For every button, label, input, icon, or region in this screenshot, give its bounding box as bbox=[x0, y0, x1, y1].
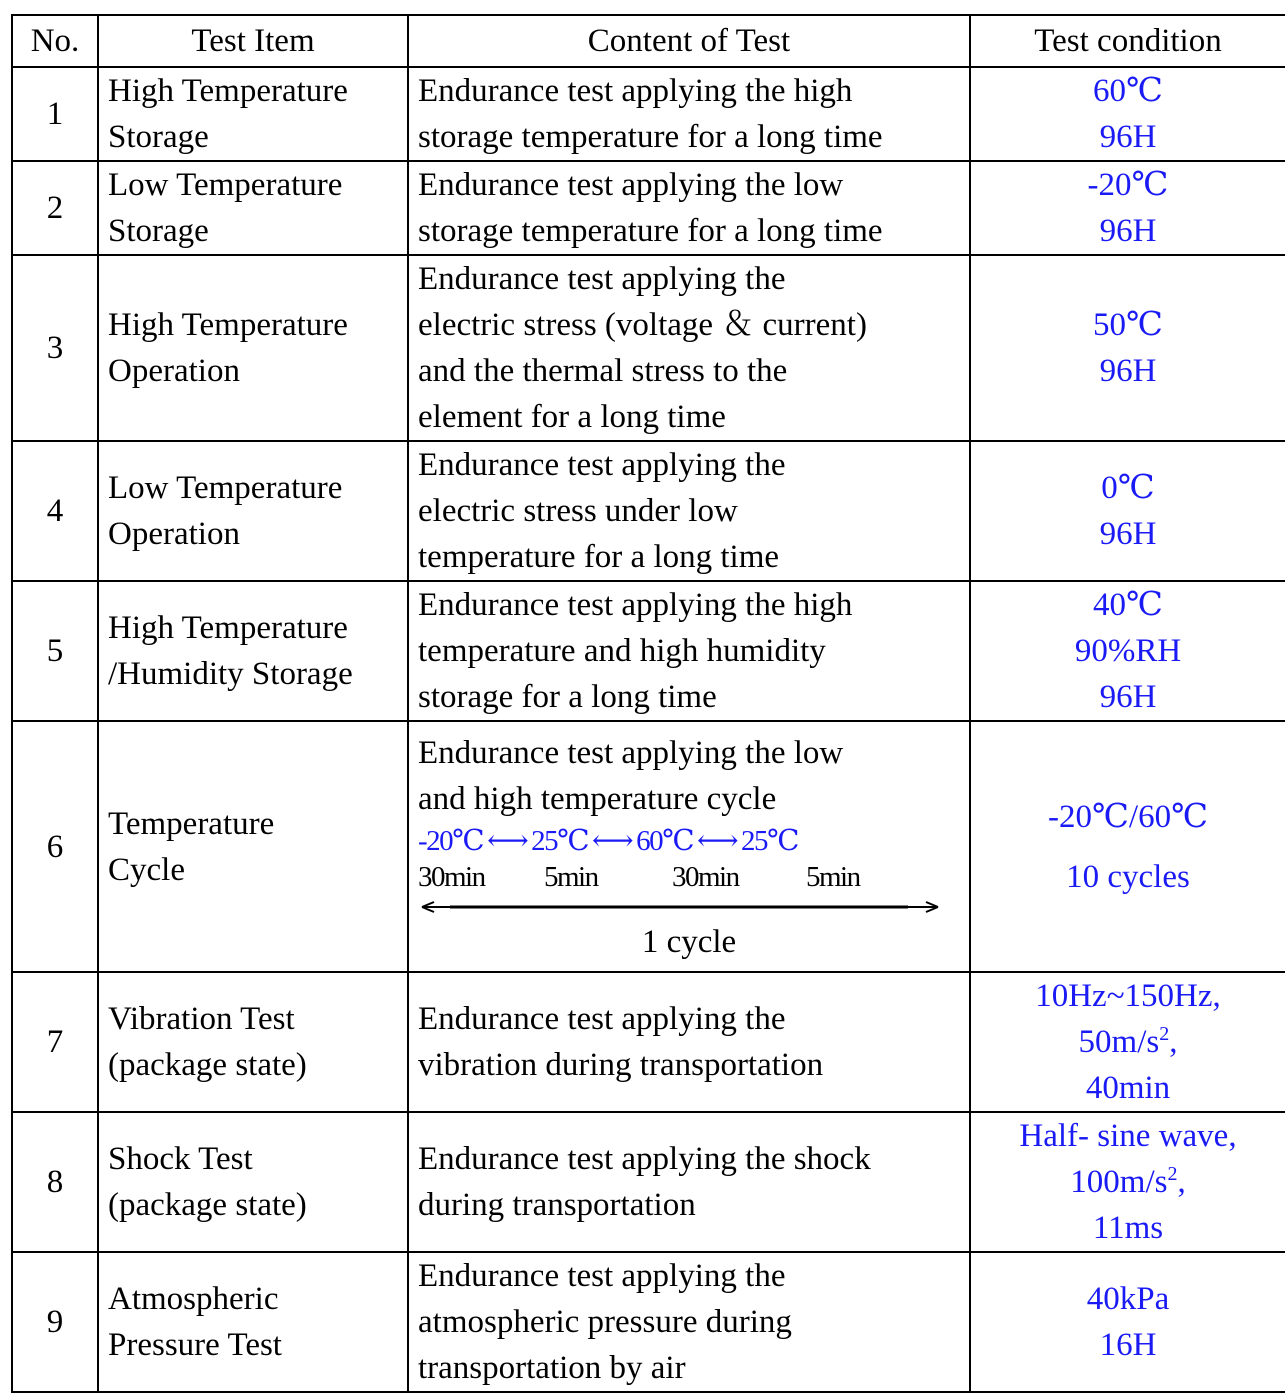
condition-line: 10 cycles bbox=[1066, 858, 1190, 895]
content-line: Endurance test applying the low bbox=[418, 167, 844, 203]
cycle-duration: 5min bbox=[544, 860, 598, 893]
content-line: temperature for a long time bbox=[418, 539, 780, 575]
condition-line: 60℃ bbox=[1093, 73, 1163, 109]
test-condition bbox=[970, 255, 1285, 441]
test-condition bbox=[970, 67, 1285, 161]
content-line: Endurance test applying the high bbox=[418, 587, 853, 623]
test-item-line: Atmospheric bbox=[108, 1281, 279, 1317]
content-line: electric stress under low bbox=[418, 493, 738, 529]
table-row bbox=[12, 721, 1285, 972]
test-item bbox=[98, 255, 408, 441]
content-line: Endurance test applying the bbox=[418, 261, 786, 297]
test-item bbox=[98, 441, 408, 581]
test-item-line: (package state) bbox=[108, 1187, 307, 1223]
header-no: No. bbox=[12, 15, 98, 67]
test-item bbox=[98, 161, 408, 255]
table-row bbox=[12, 67, 1285, 161]
cycle-label: 1 cycle bbox=[641, 923, 737, 960]
double-arrow-icon: ⟷ bbox=[696, 824, 738, 857]
test-item-line: High Temperature bbox=[108, 610, 348, 646]
test-item-line: Low Temperature bbox=[108, 167, 343, 203]
table-row bbox=[12, 1252, 1285, 1392]
condition-line: 0℃ bbox=[1101, 470, 1155, 506]
test-item-line: Low Temperature bbox=[108, 470, 343, 506]
test-item-line: Temperature bbox=[108, 805, 275, 842]
cycle-temp: 25℃ bbox=[741, 824, 798, 857]
test-item bbox=[98, 1252, 408, 1392]
content-line: Endurance test applying the high bbox=[418, 73, 853, 109]
test-item-line: Pressure Test bbox=[108, 1327, 282, 1363]
test-item bbox=[98, 67, 408, 161]
condition-line: 96H bbox=[1099, 516, 1157, 552]
condition-value: 100m/s bbox=[1070, 1164, 1168, 1200]
table-row bbox=[12, 972, 1285, 1112]
test-item-line: Cycle bbox=[108, 851, 185, 888]
row-number: 5 bbox=[12, 581, 98, 721]
cycle-durations bbox=[418, 860, 960, 894]
test-item-line: Operation bbox=[108, 516, 240, 552]
content-line: element for a long time bbox=[418, 399, 726, 435]
double-arrow-icon: ⟷ bbox=[592, 824, 633, 857]
test-item-line: Operation bbox=[108, 353, 240, 389]
test-condition bbox=[970, 721, 1285, 972]
test-content bbox=[408, 67, 970, 161]
test-condition bbox=[970, 1252, 1285, 1392]
content-line: vibration during transportation bbox=[418, 1047, 824, 1083]
test-item bbox=[98, 581, 408, 721]
condition-line: -20℃ bbox=[1087, 167, 1169, 203]
test-item-line: High Temperature bbox=[108, 307, 348, 343]
condition-line: 11ms bbox=[1092, 1210, 1164, 1246]
test-item-line: High Temperature bbox=[108, 73, 348, 109]
condition-line: $100m/s^2$, bbox=[1070, 1163, 1186, 1200]
header-test-item: Test Item bbox=[98, 15, 408, 67]
cycle-temp: -20℃ bbox=[418, 824, 484, 857]
content-line: during transportation bbox=[418, 1187, 696, 1223]
row-number: 3 bbox=[12, 255, 98, 441]
test-content bbox=[408, 1112, 970, 1252]
content-line: and the thermal stress to the bbox=[418, 353, 788, 389]
cycle-temp: 60℃ bbox=[636, 824, 694, 857]
row-number: 9 bbox=[12, 1252, 98, 1392]
header-content-of-test: Content of Test bbox=[408, 15, 970, 67]
condition-line: 96H bbox=[1099, 353, 1157, 389]
condition-line: 16H bbox=[1099, 1327, 1157, 1363]
condition-line: 50℃ bbox=[1093, 307, 1163, 343]
test-item-line: (package state) bbox=[108, 1047, 307, 1083]
table-row bbox=[12, 441, 1285, 581]
test-condition bbox=[970, 1112, 1285, 1252]
row-number: 7 bbox=[12, 972, 98, 1112]
cycle-duration: 30min bbox=[672, 860, 739, 893]
content-line: Endurance test applying the bbox=[418, 447, 786, 483]
table-row bbox=[12, 255, 1285, 441]
test-item bbox=[98, 1112, 408, 1252]
condition-line: 96H bbox=[1099, 679, 1157, 715]
condition-line: $50m/s^2$, bbox=[1078, 1023, 1178, 1060]
test-content bbox=[408, 721, 970, 972]
condition-superscript: 2 bbox=[1167, 1163, 1178, 1185]
cycle-duration: 5min bbox=[806, 860, 860, 893]
content-line: electric stress (voltage ＆ current) bbox=[418, 307, 867, 343]
temperature-cycle-sequence bbox=[418, 822, 960, 860]
reliability-test-table bbox=[11, 14, 1285, 1393]
test-content bbox=[408, 441, 970, 581]
content-line: Endurance test applying the low bbox=[418, 734, 844, 771]
test-item-line: Shock Test bbox=[108, 1141, 253, 1177]
test-condition bbox=[970, 161, 1285, 255]
table-row bbox=[12, 161, 1285, 255]
double-arrow-icon: ⟷ bbox=[487, 824, 528, 857]
table-row bbox=[12, 581, 1285, 721]
cycle-duration: 30min bbox=[418, 860, 485, 893]
content-line: transportation by air bbox=[418, 1350, 686, 1386]
condition-line: 96H bbox=[1099, 119, 1157, 155]
condition-line: 40min bbox=[1085, 1070, 1171, 1106]
cycle-temp: 25℃ bbox=[531, 824, 589, 857]
test-item-line: Storage bbox=[108, 213, 209, 249]
test-content bbox=[408, 255, 970, 441]
test-content bbox=[408, 581, 970, 721]
condition-superscript: 2 bbox=[1159, 1023, 1170, 1045]
test-item bbox=[98, 972, 408, 1112]
table-header-row bbox=[12, 15, 1285, 67]
content-line: atmospheric pressure during bbox=[418, 1304, 792, 1340]
content-line: temperature and high humidity bbox=[418, 633, 826, 669]
condition-line: Half- sine wave, bbox=[1019, 1118, 1237, 1154]
row-number: 4 bbox=[12, 441, 98, 581]
content-line: Endurance test applying the shock bbox=[418, 1141, 871, 1177]
test-content bbox=[408, 1252, 970, 1392]
header-test-condition: Test condition bbox=[970, 15, 1285, 67]
test-condition bbox=[970, 441, 1285, 581]
row-number: 8 bbox=[12, 1112, 98, 1252]
condition-line: 10Hz~150Hz, bbox=[1035, 978, 1221, 1014]
content-line: Endurance test applying the bbox=[418, 1001, 786, 1037]
test-condition bbox=[970, 972, 1285, 1112]
condition-line: 40kPa bbox=[1086, 1281, 1170, 1317]
condition-line: -20℃/60℃ bbox=[1048, 798, 1208, 835]
test-item-line: /Humidity Storage bbox=[108, 656, 353, 692]
test-content bbox=[408, 972, 970, 1112]
condition-line: 96H bbox=[1099, 213, 1157, 249]
content-line: storage for a long time bbox=[418, 679, 717, 715]
test-condition bbox=[970, 581, 1285, 721]
content-line: Endurance test applying the bbox=[418, 1258, 786, 1294]
test-item bbox=[98, 721, 408, 972]
table-row bbox=[12, 1112, 1285, 1252]
condition-line: 90%RH bbox=[1074, 633, 1182, 669]
test-content bbox=[408, 161, 970, 255]
content-line: storage temperature for a long time bbox=[418, 119, 883, 155]
content-line: storage temperature for a long time bbox=[418, 213, 883, 249]
row-number: 6 bbox=[12, 721, 98, 972]
row-number: 2 bbox=[12, 161, 98, 255]
cycle-span-arrow-icon bbox=[418, 894, 960, 920]
condition-value: 50m/s bbox=[1078, 1024, 1160, 1060]
content-line: and high temperature cycle bbox=[418, 780, 777, 817]
test-item-line: Storage bbox=[108, 119, 209, 155]
row-number: 1 bbox=[12, 67, 98, 161]
test-item-line: Vibration Test bbox=[108, 1001, 295, 1037]
condition-line: 40℃ bbox=[1093, 587, 1163, 623]
